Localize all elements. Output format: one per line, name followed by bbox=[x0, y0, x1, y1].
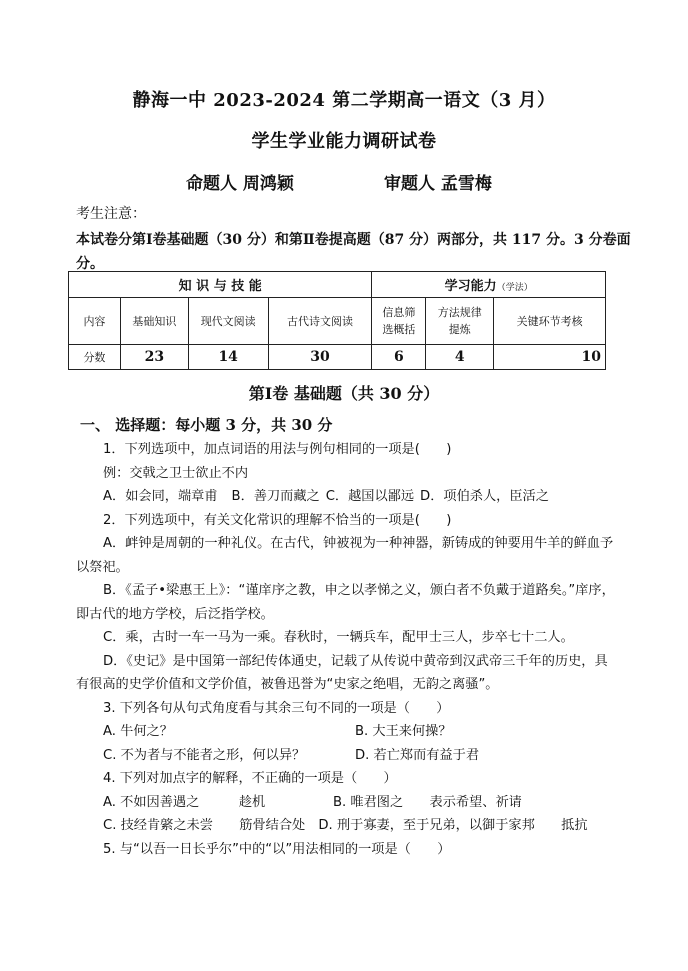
q4-option-a: A. 不如因善遇之 趁机 bbox=[103, 794, 266, 810]
reviewer-name: 审题人 孟雪梅 bbox=[384, 174, 492, 194]
score-table bbox=[68, 271, 606, 370]
q2-option-b: B．《孟子•梁惠王上》：“谨庠序之教，申之以孝悌之义，颁白者不负戴于道路矣。”庠序，即古代的地方学校，后泛指学校。 bbox=[76, 583, 615, 622]
col-basic: 基础知识 bbox=[120, 298, 188, 345]
q3-option-a: A. 牛何之？ bbox=[103, 724, 173, 739]
q1-example: 例：交戟之卫士欲止不内 bbox=[103, 465, 249, 481]
col-key-link: 关键环节考核 bbox=[494, 298, 606, 345]
q4-options-ab bbox=[76, 791, 616, 815]
score-basic: 23 bbox=[120, 345, 188, 370]
score-ancient-reading: 30 bbox=[268, 345, 372, 370]
q1-option-c: C．越国以鄙远 bbox=[325, 489, 415, 504]
q4-options-cd bbox=[76, 814, 616, 838]
col-info-filter: 信息筛选概括 bbox=[372, 298, 426, 345]
group-learning-ability: 学习能力（学法） bbox=[372, 272, 606, 298]
col-modern-reading: 现代文阅读 bbox=[188, 298, 268, 345]
q5-stem: 5. 与“以吾一日长乎尔”中的“以”用法相同的一项是（ ） bbox=[103, 841, 451, 857]
q4-stem: 4. 下列对加点字的解释，不正确的一项是（ ） bbox=[103, 771, 397, 786]
group-knowledge-skills: 知 识 与 技 能 bbox=[69, 272, 372, 298]
exam-title: 静海一中 2023-2024 第二学期高一语文（3 月） bbox=[132, 90, 556, 111]
part-title: 一、 选择题：每小题 3 分，共 30 分 bbox=[80, 416, 333, 434]
q2-stem: 2．下列选项中，有关文化常识的理解不恰当的一项是( ) bbox=[103, 512, 452, 528]
q2-option-c: C．乘，古时一车一马为一乘。春秋时，一辆兵车，配甲士三人，步卒七十二人。 bbox=[103, 630, 574, 645]
row-label-content: 内容 bbox=[69, 298, 121, 345]
row-label-score: 分数 bbox=[69, 345, 121, 370]
q4-option-b: B. 唯君图之 表示希望、祈请 bbox=[333, 794, 522, 810]
notice-label: 考生注意： bbox=[76, 206, 146, 222]
q1-option-b: B．善刀而藏之 bbox=[231, 489, 320, 504]
group-note: （学法） bbox=[496, 283, 533, 293]
q1-option-d: D．项伯杀人，臣活之 bbox=[420, 489, 549, 504]
exam-subtitle: 学生学业能力调研试卷 bbox=[251, 131, 437, 152]
setter-name: 命题人 周鸿颖 bbox=[186, 174, 294, 194]
q3-option-b: B. 大王来何操？ bbox=[355, 724, 452, 739]
score-method: 4 bbox=[426, 345, 494, 370]
q1-option-a: A．如会同，端章甫 bbox=[103, 489, 218, 504]
section-title: 第Ⅰ卷 基础题（共 30 分） bbox=[248, 384, 440, 403]
col-method: 方法规律提炼 bbox=[426, 298, 494, 345]
q1-stem: 1．下列选项中，加点词语的用法与例句相同的一项是( ) bbox=[103, 442, 452, 457]
q4-option-d: D. 刑于寡妻，至于兄弟，以御于家邦 抵抗 bbox=[318, 818, 588, 833]
notice-text: 本试卷分第Ⅰ卷基础题（30 分）和第Ⅱ卷提高题（87 分）两部分，共 117 分。3 分卷面分。 bbox=[76, 232, 631, 272]
col-ancient-reading: 古代诗文阅读 bbox=[268, 298, 372, 345]
q3-options-ab bbox=[76, 720, 616, 744]
score-modern-reading: 14 bbox=[188, 345, 268, 370]
questions-body bbox=[76, 438, 616, 861]
q3-options-cd bbox=[76, 744, 616, 768]
score-info-filter: 6 bbox=[372, 345, 426, 370]
q3-stem: 3. 下列各句从句式角度看与其余三句不同的一项是（ ） bbox=[103, 700, 450, 716]
score-key-link: 10 bbox=[494, 345, 606, 370]
q3-option-c: C. 不为者与不能者之形，何以异？ bbox=[103, 747, 306, 763]
q2-option-a: A．衅钟是周朝的一种礼仪。在古代，钟被视为一种神器，新铸成的钟要用牛羊的鲜血予以祭祀。 bbox=[76, 536, 614, 575]
q4-option-c: C. 技经肯綮之未尝 筋骨结合处 bbox=[103, 818, 306, 833]
q1-options bbox=[76, 485, 616, 509]
q2-option-d: D．《史记》是中国第一部纪传体通史，记载了从传说中黄帝到汉武帝三千年的历史，具有很高的史学价值和文学价值，被鲁迅誉为“史家之绝唱，无韵之离骚”。 bbox=[76, 653, 608, 692]
q3-option-d: D. 若亡郑而有益于君 bbox=[355, 747, 480, 763]
